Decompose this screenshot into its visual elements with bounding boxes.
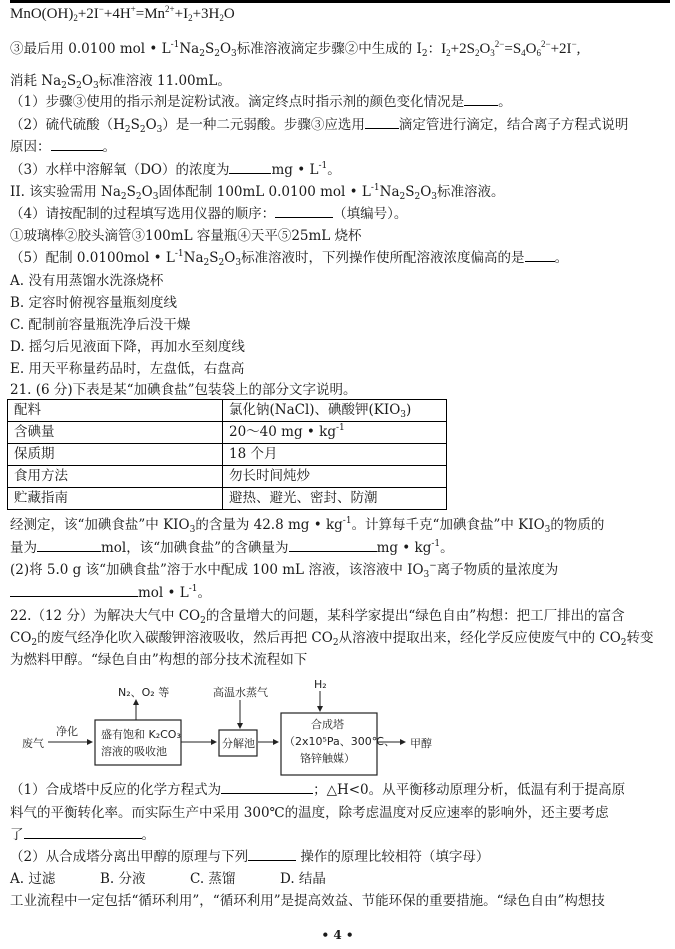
- table-key: 保质期: [8, 444, 223, 466]
- salt-label-table: [7, 399, 447, 510]
- option-a: A. 过滤: [10, 871, 56, 887]
- equation-iodine-thiosulfate: $I_2+2S_2O_3^{2-}=S_4O_6^{2-}+2I^-$,: [441, 39, 581, 58]
- recycling-text: 工业流程中一定包括“循环利用”，“循环利用”是提高效益、节能环保的重要措施。“绿色自由”构想技: [10, 893, 605, 909]
- option-c: C. 配制前容量瓶洗净后没干燥: [10, 317, 191, 333]
- answer-blank[interactable]: [365, 115, 399, 129]
- label-byproduct: N₂、O₂ 等: [118, 686, 170, 699]
- question-22-2-options: [10, 869, 326, 889]
- answer-blank[interactable]: [525, 248, 555, 262]
- option-a: A. 没有用蒸馏水洗涤烧杯: [10, 273, 164, 289]
- question-21-part2: (2)将 5.0 g 该“加碘食盐”溶于水中配成 100 mL 溶液，该溶液中 $IO_3^-$离子物质的量浓度为: [10, 561, 559, 580]
- option-b: B. 分液: [100, 871, 146, 887]
- answer-blank[interactable]: [24, 825, 142, 839]
- top-rule: [10, 0, 670, 3]
- table-value: 18 个月: [223, 444, 447, 466]
- question-2: （2）硫代硫酸$(H_2S_2O_3)$是一种二元弱酸。步骤③应选用 滴定管进行滴定，结合离子方程式说明: [10, 117, 629, 135]
- equation-mno-oh: $MnO(OH)_2+2I^-+4H^+=Mn^{2+}+I_2+3H_2O$: [10, 4, 235, 23]
- label-steam: 高温水蒸气: [213, 686, 268, 699]
- answer-blank[interactable]: [464, 92, 498, 106]
- answer-blank[interactable]: [229, 160, 271, 174]
- question-22-1: （1）合成塔中反应的化学方程式为 ；△H<0。从平衡移动原理分析，低温有利于提高原: [10, 782, 626, 798]
- table-row: [8, 444, 447, 466]
- question-22-line3: 为燃料甲醇。“绿色自由”构想的部分技术流程如下: [10, 652, 308, 668]
- table-row: [8, 466, 447, 488]
- label-absorber-1: 盛有饱和 K₂CO₃: [101, 728, 181, 741]
- question-2-line2: 原因： 。: [10, 139, 116, 155]
- label-absorber-2: 溶液的吸收池: [101, 745, 167, 758]
- option-c: C. 蒸馏: [190, 871, 236, 887]
- question-22-1-line3: 了 。: [10, 827, 155, 843]
- option-b: B. 定容时俯视容量瓶刻度线: [10, 295, 178, 311]
- table-value: 勿长时间炖炒: [223, 466, 447, 488]
- label-h2: H₂: [314, 678, 327, 691]
- question-21-part2-line2: mol • $L^{-1}$。: [10, 583, 211, 603]
- table-key: 贮藏指南: [8, 488, 223, 510]
- question-4: （4）请按配制的过程填写选用仪器的顺序： （填编号）。: [10, 206, 408, 222]
- table-row: [8, 400, 447, 422]
- answer-blank[interactable]: [10, 583, 138, 597]
- label-tower-3: 铬锌触媒）: [300, 752, 355, 765]
- table-key: 食用方法: [8, 466, 223, 488]
- table-value: 20～40 mg • $kg^{-1}$: [223, 422, 447, 444]
- question-3: （3）水样中溶解氧（DO）的浓度为 mg • $L^{-1}$。: [10, 161, 341, 178]
- table-key: 含碘量: [8, 422, 223, 444]
- instrument-list: ①玻璃棒②胶头滴管③100mL 容量瓶④天平⑤25mL 烧杯: [10, 228, 362, 244]
- question-22-1-line2: 料气的平衡转化率。而实际生产中采用 300℃的温度，除考虑温度对反应速率的影响外，还主要考虑: [10, 805, 609, 821]
- page-number: • 4 •: [321, 928, 354, 942]
- answer-blank[interactable]: [51, 137, 103, 151]
- option-d: D. 结晶: [280, 871, 326, 887]
- table-value: 氯化钠(NaCl)、碘酸钾$(KIO_3)$: [223, 400, 447, 422]
- question-22-line2: $CO_2$的废气经净化吹入碳酸钾溶液吸收，然后再把 $CO_2$从溶液中提取出来，经化学反应使废气中的 $CO_2$转变: [10, 630, 654, 648]
- label-tower-2: （2x10⁵Pa、300℃、: [284, 735, 396, 748]
- label-decomposer: 分解池: [222, 737, 255, 750]
- label-purify: 净化: [56, 725, 78, 738]
- table-row: [8, 488, 447, 510]
- answer-blank[interactable]: [289, 538, 377, 552]
- table-value: 避热、避光、密封、防潮: [223, 488, 447, 510]
- process-flow-diagram: [0, 678, 440, 778]
- consumption-text: 消耗 $Na_2S_2O_3$标准溶液 11.00mL。: [10, 73, 231, 91]
- label-waste-gas: 废气: [22, 737, 44, 750]
- step-3-text: ③最后用 0.0100 mol • $L^{-1}Na_2S_2O_3$标准溶液滴定步骤②中生成的 $I_2$：$I_2+2S_2O_3^{2-}=S_4O_6^{2-}+2I^-$,: [10, 39, 581, 59]
- question-22-2: （2）从合成塔分离出甲醇的原理与下列 操作的原理比较相符（填字母）: [10, 849, 490, 865]
- table-key: 配料: [8, 400, 223, 422]
- label-methanol: 甲醇: [410, 737, 432, 750]
- question-21-title: 21. (6 分)下表是某“加碘食盐”包装袋上的部分文字说明。: [10, 382, 357, 398]
- table-row: [8, 422, 447, 444]
- answer-blank[interactable]: [275, 204, 333, 218]
- label-tower-1: 合成塔: [311, 718, 344, 731]
- question-22-line1: 22.（12 分）为解决大气中 $CO_2$的含量增大的问题，某科学家提出“绿色自由”构想：把工厂排出的富含: [10, 608, 625, 626]
- answer-blank[interactable]: [221, 780, 313, 794]
- answer-blank[interactable]: [248, 847, 296, 861]
- answer-blank[interactable]: [37, 538, 101, 552]
- question-21-part1-line2: 量为 mol，该“加碘食盐”的含碘量为 mg • $kg^{-1}$。: [10, 539, 454, 556]
- question-5: （5）配制 0.0100mol • $L^{-1}Na_2S_2O_3$标准溶液时，下列操作使所配溶液浓度偏高的是 。: [10, 249, 569, 268]
- question-21-part1: 经测定，该“加碘食盐”中 $KIO_3$的含量为 42.8 mg • $kg^{-1}$。计算每千克“加碘食盐”中 $KIO_3$的物质的: [10, 516, 605, 535]
- option-e: E. 用天平称量药品时，左盘低，右盘高: [10, 361, 245, 377]
- question-1: （1）步骤③使用的指示剂是淀粉试液。滴定终点时指示剂的颜色变化情况是 。: [10, 94, 512, 110]
- part-ii-text: II. 该实验需用 $Na_2S_2O_3$固体配制 100mL 0.0100 mol • $L^{-1}Na_2S_2O_3$标准溶液。: [10, 183, 505, 202]
- option-d: D. 摇匀后见液面下降，再加水至刻度线: [10, 339, 245, 355]
